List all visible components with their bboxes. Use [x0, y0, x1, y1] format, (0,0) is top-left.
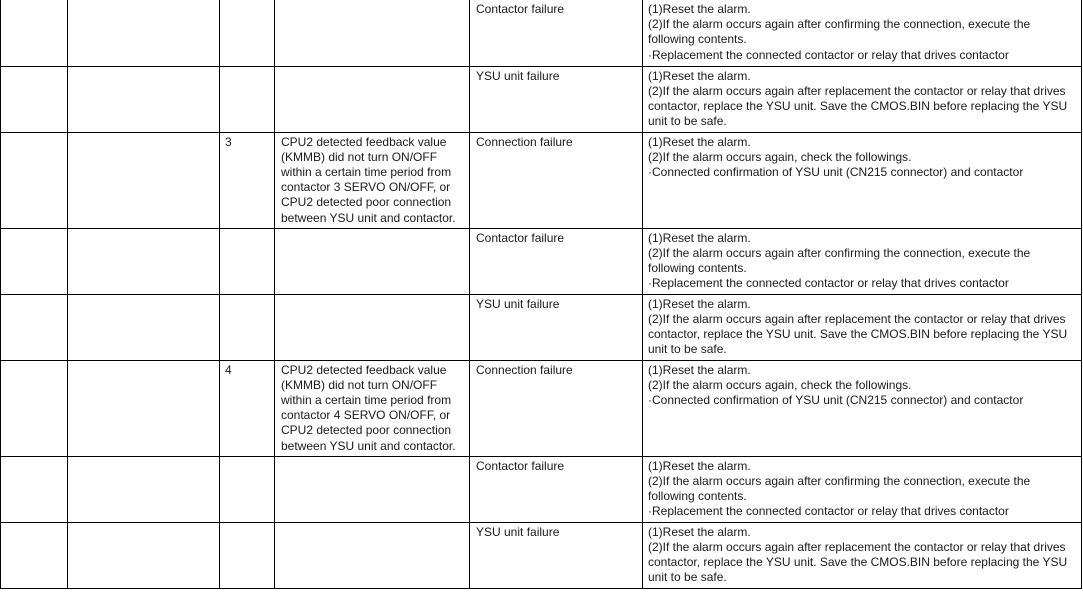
measure-line: (1)Reset the alarm.: [648, 68, 751, 83]
measure-line: (2)If the alarm occurs again after confirming the connection, execute the following contents.: [648, 245, 1031, 275]
alarm-name-cell: [68, 132, 220, 228]
sub-code-cell: 4: [220, 360, 275, 456]
alarm-code-cell: [1, 228, 68, 294]
alarm-code-cell: [1, 294, 68, 360]
detail-cell: [275, 66, 470, 132]
detail-cell: CPU2 detected feedback value (KMMB) did not turn ON/OFF within a certain time period from contactor 4 SERVO ON/OFF, or CPU2 detected poor connection between YSU unit and contactor.: [275, 360, 470, 456]
measures-cell: [643, 0, 1082, 66]
measure-line: (1)Reset the alarm.: [648, 134, 751, 149]
measure-line: ·Replacement the connected contactor or relay that drives contactor: [648, 276, 1009, 291]
measure-line: (1)Reset the alarm.: [648, 458, 751, 473]
measure-line: (2)If the alarm occurs again, check the followings.: [648, 149, 912, 164]
table-row: [1, 294, 1082, 360]
measure-line: (2)If the alarm occurs again after replacement the contactor or relay that drives contactor, replace the YSU unit. Save the CMOS.BIN before replacing the YSU unit to be safe.: [648, 83, 1068, 129]
sub-code-cell: [220, 294, 275, 360]
alarm-code-cell: [1, 456, 68, 522]
cause-cell: Contactor failure: [470, 0, 643, 66]
cause-cell: Contactor failure: [470, 228, 643, 294]
detail-cell: [275, 0, 470, 66]
measures-cell: [643, 132, 1082, 228]
alarm-name-cell: [68, 522, 220, 588]
table-row: [1, 228, 1082, 294]
cause-cell: YSU unit failure: [470, 294, 643, 360]
measure-line: (2)If the alarm occurs again after replacement the contactor or relay that drives contactor, replace the YSU unit. Save the CMOS.BIN before replacing the YSU unit to be safe.: [648, 311, 1068, 357]
alarm-code-cell: [1, 132, 68, 228]
measure-line: (2)If the alarm occurs again, check the followings.: [648, 377, 912, 392]
detail-cell: CPU2 detected feedback value (KMMB) did not turn ON/OFF within a certain time period from contactor 3 SERVO ON/OFF, or CPU2 detected poor connection between YSU unit and contactor.: [275, 132, 470, 228]
measure-line: ·Connected confirmation of YSU unit (CN215 connector) and contactor: [648, 392, 1024, 407]
measure-line: (1)Reset the alarm.: [648, 524, 751, 539]
detail-cell: [275, 456, 470, 522]
alarm-name-cell: [68, 66, 220, 132]
measure-line: (1)Reset the alarm.: [648, 296, 751, 311]
detail-cell: [275, 522, 470, 588]
measures-cell: [643, 66, 1082, 132]
alarm-name-cell: [68, 228, 220, 294]
alarm-name-cell: [68, 294, 220, 360]
sub-code-cell: [220, 66, 275, 132]
sub-code-cell: 3: [220, 132, 275, 228]
cause-cell: Contactor failure: [470, 456, 643, 522]
measure-line: ·Connected confirmation of YSU unit (CN215 connector) and contactor: [648, 164, 1024, 179]
measure-line: (1)Reset the alarm.: [648, 2, 751, 16]
table-body: [1, 0, 1082, 588]
cause-cell: Connection failure: [470, 132, 643, 228]
alarm-name-cell: [68, 456, 220, 522]
alarm-code-cell: [1, 0, 68, 66]
sub-code-cell: [220, 522, 275, 588]
sub-code-cell: [220, 456, 275, 522]
measures-cell: [643, 456, 1082, 522]
alarm-code-cell: [1, 66, 68, 132]
sub-code-cell: [220, 0, 275, 66]
measures-cell: [643, 228, 1082, 294]
measure-line: (2)If the alarm occurs again after confirming the connection, execute the following contents.: [648, 473, 1031, 503]
table-row: [1, 522, 1082, 588]
alarm-name-cell: [68, 0, 220, 66]
alarm-name-cell: [68, 360, 220, 456]
table-row: [1, 360, 1082, 456]
table-row: [1, 456, 1082, 522]
table-row: [1, 132, 1082, 228]
measures-cell: [643, 294, 1082, 360]
measure-line: (2)If the alarm occurs again after confirming the connection, execute the following contents.: [648, 17, 1031, 47]
detail-cell: [275, 228, 470, 294]
detail-cell: [275, 294, 470, 360]
measure-line: (1)Reset the alarm.: [648, 362, 751, 377]
cause-cell: Connection failure: [470, 360, 643, 456]
table-row: [1, 66, 1082, 132]
sub-code-cell: [220, 228, 275, 294]
alarm-code-cell: [1, 360, 68, 456]
alarm-code-cell: [1, 522, 68, 588]
measures-cell: [643, 522, 1082, 588]
measure-line: (2)If the alarm occurs again after replacement the contactor or relay that drives contactor, replace the YSU unit. Save the CMOS.BIN before replacing the YSU unit to be safe.: [648, 539, 1068, 585]
measure-line: ·Replacement the connected contactor or relay that drives contactor: [648, 47, 1009, 62]
measure-line: ·Replacement the connected contactor or relay that drives contactor: [648, 504, 1009, 519]
measures-cell: [643, 360, 1082, 456]
measure-line: (1)Reset the alarm.: [648, 230, 751, 245]
cause-cell: YSU unit failure: [470, 66, 643, 132]
table-row: [1, 0, 1082, 66]
cause-cell: YSU unit failure: [470, 522, 643, 588]
